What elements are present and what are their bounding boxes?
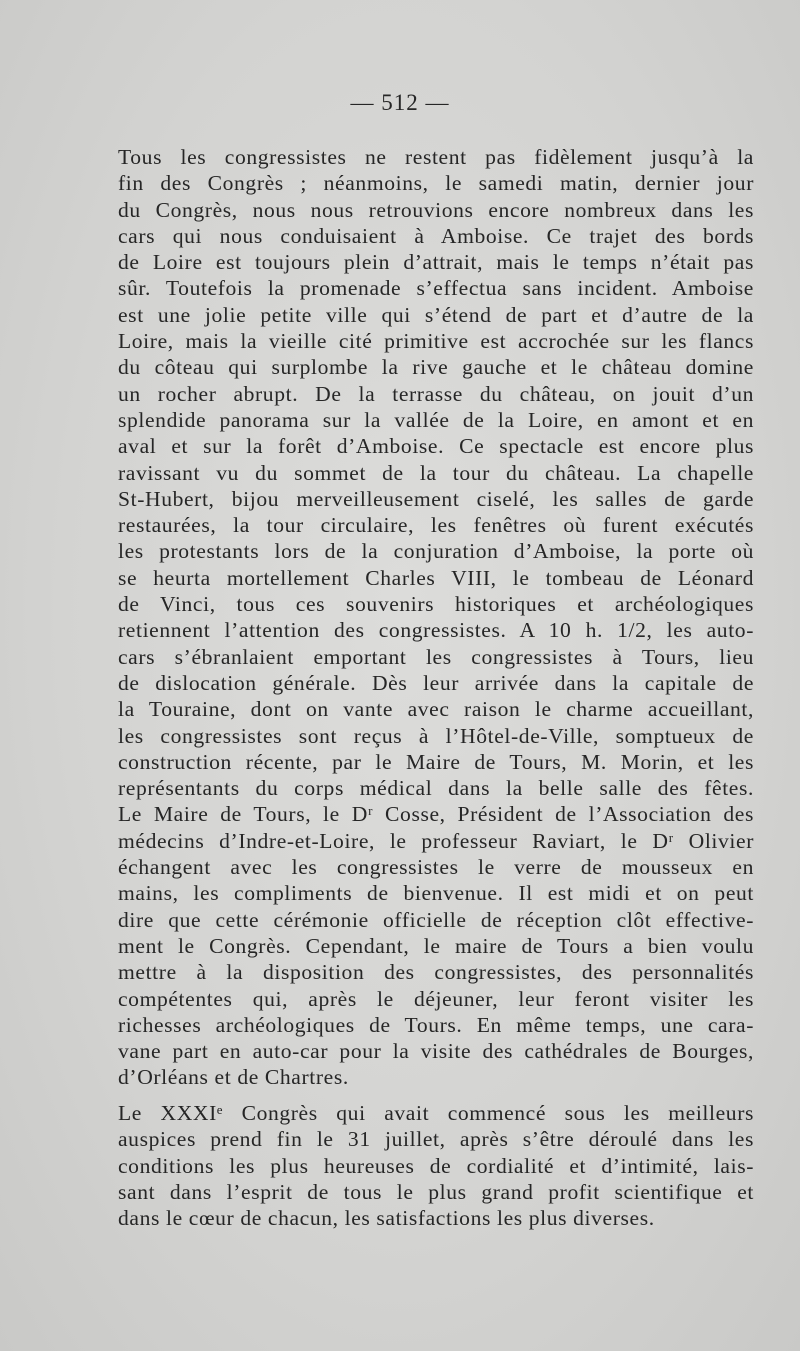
text-line: conditions les plus heureuses de cordialité et d’intimité, lais- <box>118 1153 754 1178</box>
page-number: — 512 — <box>350 90 450 115</box>
text-line: du Congrès, nous nous retrouvions encore nombreux dans les <box>118 197 754 222</box>
text-line: les congressistes sont reçus à l’Hôtel-de-Ville, somptueux de <box>118 723 754 748</box>
text-line: d’Orléans et de Chartres. <box>118 1065 349 1090</box>
text-line: de dislocation générale. Dès leur arrivée dans la capitale de <box>118 670 754 695</box>
text-line: dans le cœur de chacun, les satisfactions les plus diverses. <box>118 1206 655 1231</box>
text-line: représentants du corps médical dans la belle salle des fêtes. <box>118 776 754 801</box>
text-line: construction récente, par le Maire de Tours, M. Morin, et les <box>118 749 754 774</box>
text-line: restaurées, la tour circulaire, les fenêtres où furent exécutés <box>118 513 754 538</box>
text-line: auspices prend fin le 31 juillet, après s’être déroulé dans les <box>118 1127 754 1152</box>
text-line: de Vinci, tous ces souvenirs historiques et archéologiques <box>118 592 754 617</box>
text-line: mettre à la disposition des congressistes, des personnalités <box>118 960 754 985</box>
text-line: sûr. Toutefois la promenade s’effectua sans incident. Amboise <box>118 276 754 301</box>
text-line: splendide panorama sur la vallée de la Loire, en amont et en <box>118 407 754 432</box>
text-line: Tous les congressistes ne restent pas fidèlement jusqu’à la <box>118 145 754 169</box>
text-line: médecins d’Indre-et-Loire, le professeur Raviart, le Dʳ Olivier <box>118 828 754 853</box>
text-line: vane part en auto-car pour la visite des cathédrales de Bourges, <box>118 1039 754 1064</box>
text-line: ravissant vu du sommet de la tour du château. La chapelle <box>118 460 754 485</box>
text-line: un rocher abrupt. De la terrasse du château, on jouit d’un <box>118 381 754 406</box>
text-line: retiennent l’attention des congressistes. A 10 h. 1/2, les auto- <box>118 618 754 643</box>
text-line: fin des Congrès ; néanmoins, le samedi matin, dernier jour <box>118 171 754 196</box>
text-line: cars qui nous conduisaient à Amboise. Ce trajet des bords <box>118 223 754 248</box>
text-line: compétentes qui, après le déjeuner, leur feront visiter les <box>118 986 754 1011</box>
text-line: Loire, mais la vieille cité primitive est accrochée sur les flancs <box>118 329 754 354</box>
text-line: échangent avec les congressistes le verre de mousseux en <box>118 855 754 880</box>
text-line: se heurta mortellement Charles VIII, le tombeau de Léonard <box>118 565 754 590</box>
text-line: St-Hubert, bijou merveilleusement ciselé, les salles de garde <box>118 486 754 511</box>
text-line: mains, les compliments de bienvenue. Il est midi et on peut <box>118 881 754 906</box>
text-line: aval et sur la forêt d’Amboise. Ce spectacle est encore plus <box>118 434 754 459</box>
text-line: du côteau qui surplombe la rive gauche et le château domine <box>118 355 754 380</box>
text-line: Le XXXIᵉ Congrès qui avait commencé sous les meilleurs <box>118 1101 754 1125</box>
paragraph-congress-excursion <box>118 144 754 1091</box>
text-line: dire que cette cérémonie officielle de réception clôt effective- <box>118 907 754 932</box>
text-line: Le Maire de Tours, le Dʳ Cosse, Président de l’Association des <box>118 802 754 827</box>
text-line: richesses archéologiques de Tours. En même temps, une cara- <box>118 1012 754 1037</box>
text-line: de Loire est toujours plein d’attrait, mais le temps n’était pas <box>118 250 754 275</box>
text-line: est une jolie petite ville qui s’étend de part et d’autre de la <box>118 302 754 327</box>
text-line: les protestants lors de la conjuration d’Amboise, la porte où <box>118 539 754 564</box>
text-line: la Touraine, dont on vante avec raison le charme accueillant, <box>118 697 754 722</box>
paragraph-congress-closing <box>118 1100 754 1231</box>
text-line: sant dans l’esprit de tous le plus grand profit scientifique et <box>118 1179 754 1204</box>
text-line: ment le Congrès. Cependant, le maire de Tours a bien voulu <box>118 933 754 958</box>
text-line: cars s’ébranlaient emportant les congressistes à Tours, lieu <box>118 644 754 669</box>
